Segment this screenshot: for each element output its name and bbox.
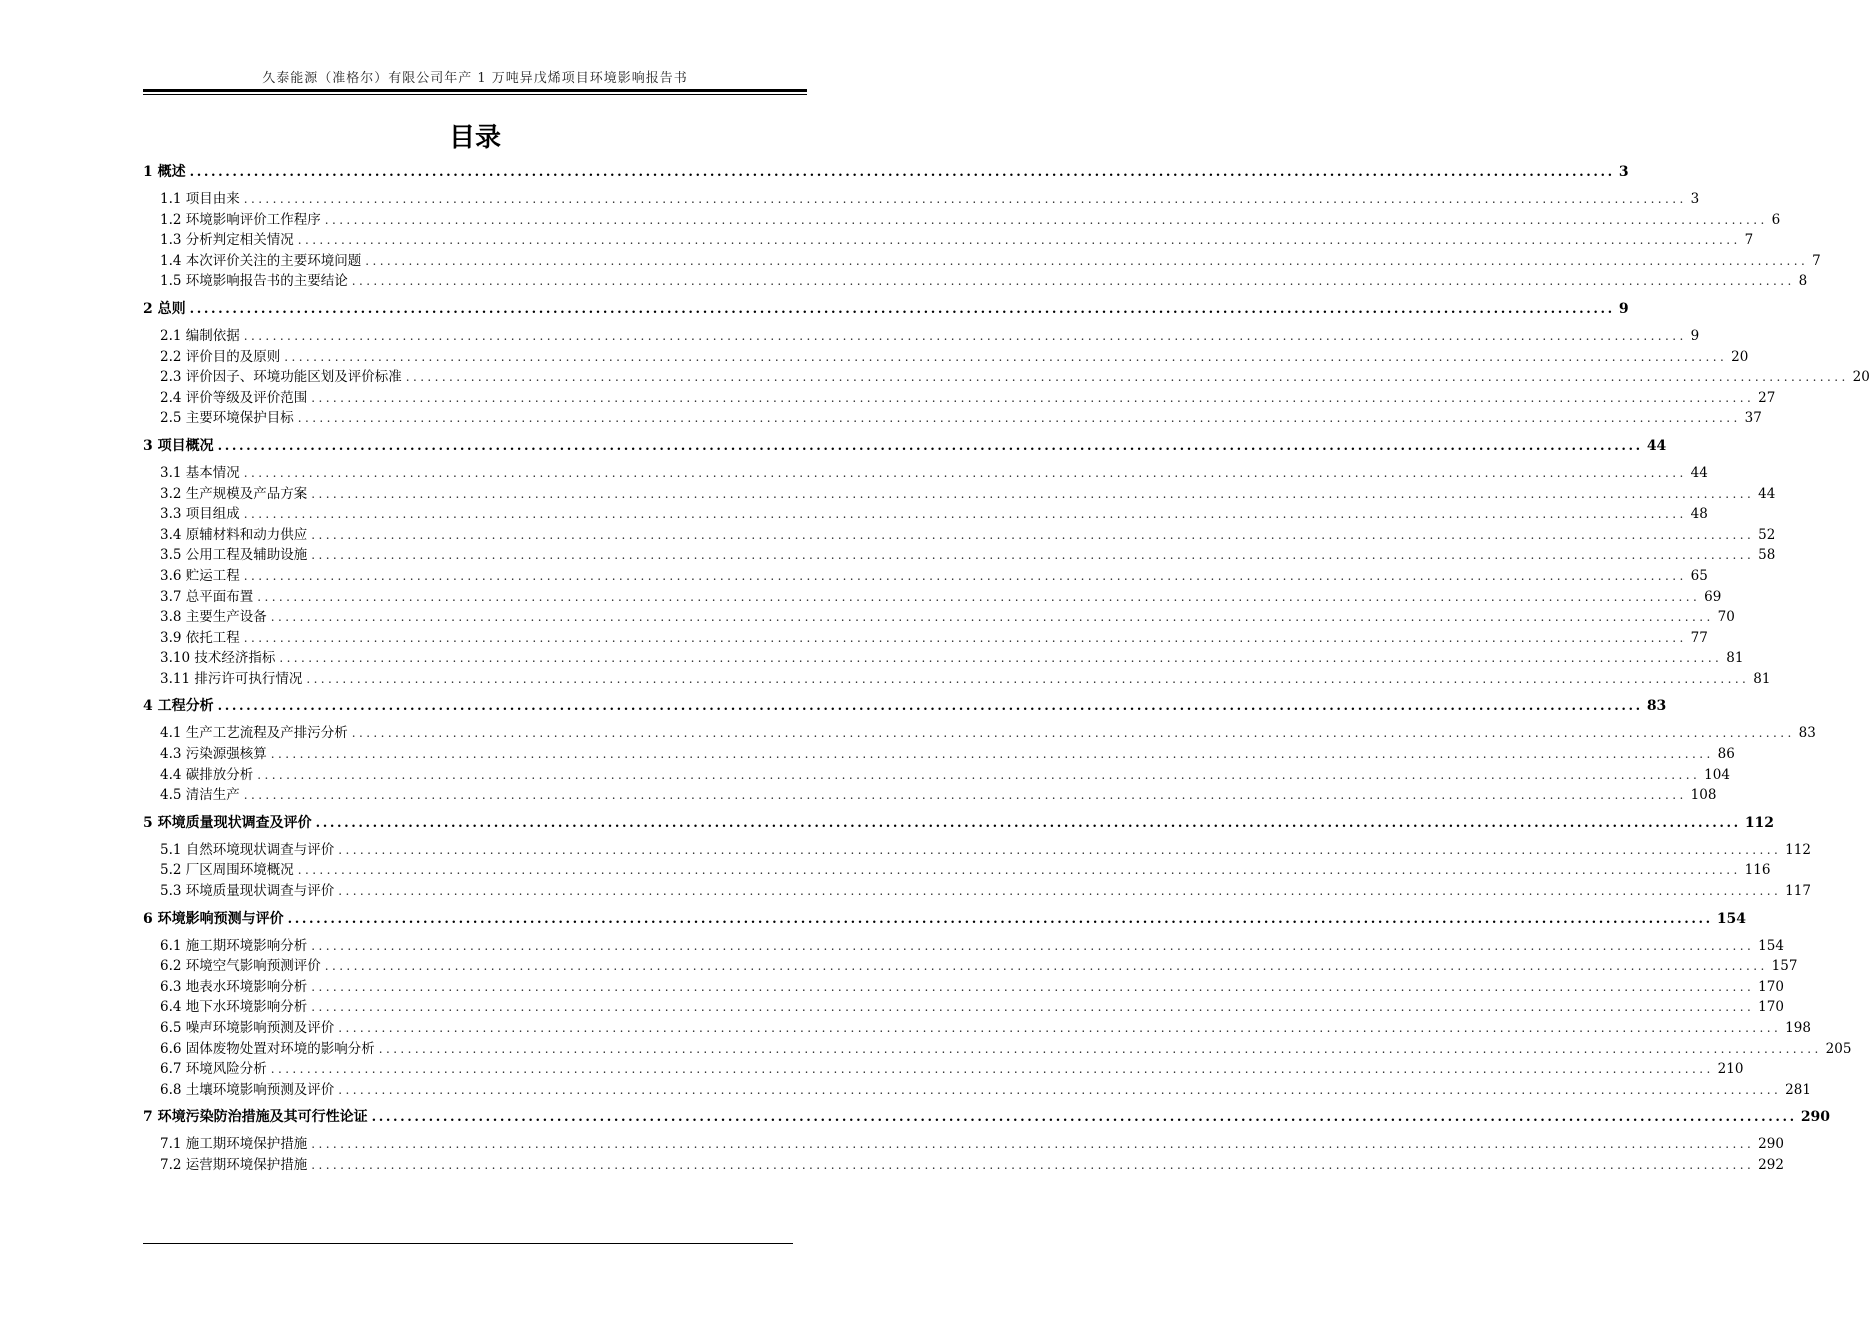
toc-section-entry-label: 7.1 施工期环境保护措施	[160, 1136, 308, 1153]
toc-chapter-entry-page-number: 112	[1744, 814, 1775, 831]
dot-leader: ........................................................................................................................................................................................................	[311, 390, 1755, 405]
dot-leader: ........................................................................................................................................................................................................	[365, 253, 1809, 268]
toc-section-entry-page-number: 27	[1758, 389, 1776, 406]
toc-section-entry[interactable]	[143, 189, 1700, 210]
dot-leader: ........................................................................................................................................................................................................	[279, 651, 1723, 666]
toc-section-entry[interactable]	[143, 1080, 1811, 1101]
dot-leader: ........................................................................................................................................................................................................	[189, 301, 1615, 317]
toc-section-entry-label: 3.11 排污许可执行情况	[160, 670, 303, 687]
toc-section-entry-page-number: 69	[1704, 588, 1722, 605]
dot-leader: ........................................................................................................................................................................................................	[297, 411, 1741, 426]
toc-section-entry-label: 1.3 分析判定相关情况	[160, 232, 294, 249]
dot-leader: ........................................................................................................................................................................................................	[243, 192, 1687, 206]
dot-leader: ........................................................................................................................................................................................................	[270, 610, 1714, 625]
toc-chapter-entry[interactable]	[143, 434, 1667, 458]
toc-chapter-entry-label: 5 环境质量现状调查及评价	[143, 814, 312, 831]
toc-section-entry-label: 4.4 碳排放分析	[160, 766, 254, 783]
toc-section-entry-page-number: 104	[1704, 766, 1730, 783]
toc-section-entry-page-number: 52	[1758, 526, 1776, 543]
toc-section-entry-label: 1.1 项目由来	[160, 191, 240, 207]
dot-leader: ........................................................................................................................................................................................................	[270, 1062, 1714, 1077]
toc-section-entry-page-number: 86	[1717, 746, 1735, 763]
dot-leader: ........................................................................................................................................................................................................	[311, 548, 1755, 563]
toc-section-entry-label: 7.2 运营期环境保护措施	[160, 1156, 308, 1173]
toc-section-entry[interactable]	[143, 840, 1811, 861]
dot-leader: ........................................................................................................................................................................................................	[311, 938, 1755, 953]
toc-section-entry-page-number: 81	[1753, 670, 1771, 687]
toc-section-entry[interactable]	[143, 997, 1784, 1018]
toc-chapter-entry-page-number: 290	[1800, 1109, 1831, 1126]
toc-section-entry-page-number: 7	[1812, 252, 1821, 269]
toc-section-entry-label: 1.2 环境影响评价工作程序	[160, 211, 321, 228]
toc-section-entry-page-number: 154	[1758, 937, 1784, 954]
toc-section-entry-label: 6.5 噪声环境影响预测及评价	[160, 1020, 335, 1036]
toc-title: 目录	[448, 123, 501, 153]
dot-leader: ........................................................................................................................................................................................................	[243, 328, 1687, 343]
toc-chapter-entry-page-number: 44	[1646, 437, 1667, 454]
toc-section-entry-label: 3.5 公用工程及辅助设施	[160, 547, 308, 564]
toc-chapter-entry-label: 7 环境污染防治措施及其可行性论证	[143, 1109, 368, 1126]
toc-section-entry-page-number: 8	[1798, 273, 1808, 290]
dot-leader: ........................................................................................................................................................................................................	[217, 438, 1643, 454]
toc-section-entry-page-number: 198	[1785, 1020, 1811, 1036]
toc-chapter-entry-page-number: 154	[1716, 910, 1747, 927]
toc-section-entry[interactable]	[143, 881, 1811, 902]
dot-leader: ........................................................................................................................................................................................................	[243, 568, 1687, 583]
toc-section-entry-label: 6.1 施工期环境影响分析	[160, 937, 308, 954]
toc-section-entry[interactable]	[143, 936, 1784, 957]
toc-section-entry[interactable]	[143, 1134, 1784, 1155]
toc-section-entry[interactable]	[143, 504, 1708, 525]
toc-section-entry[interactable]	[143, 1018, 1811, 1039]
toc-section-entry-label: 4.3 污染源强核算	[160, 746, 267, 763]
dot-leader: ........................................................................................................................................................................................................	[257, 767, 1701, 782]
toc-section-entry[interactable]	[143, 785, 1717, 806]
toc-section-entry-label: 3.9 依托工程	[160, 629, 240, 646]
toc-chapter-entry[interactable]	[143, 907, 1747, 931]
toc-section-entry-page-number: 9	[1690, 327, 1700, 344]
toc-section-entry-page-number: 44	[1690, 464, 1708, 481]
toc-section-entry-page-number: 37	[1744, 410, 1762, 427]
dot-leader: ........................................................................................................................................................................................................	[351, 274, 1795, 289]
toc-section-entry-page-number: 65	[1690, 567, 1708, 584]
toc-section-entry-label: 6.4 地下水环境影响分析	[160, 999, 308, 1016]
toc-chapter-entry-page-number: 9	[1618, 300, 1629, 317]
toc-section-entry-label: 6.2 环境空气影响预测评价	[160, 958, 321, 975]
dot-leader: ........................................................................................................................................................................................................	[297, 863, 1741, 878]
toc-section-entry[interactable]	[143, 525, 1776, 546]
dot-leader: ........................................................................................................................................................................................................	[311, 1000, 1755, 1015]
toc-chapter-entry-label: 2 总则	[143, 300, 186, 317]
toc-section-entry-page-number: 108	[1690, 787, 1717, 804]
toc-section-entry-page-number: 281	[1785, 1081, 1811, 1098]
toc-section-entry-label: 2.1 编制依据	[160, 327, 240, 344]
toc-section-entry-page-number: 77	[1690, 629, 1708, 646]
toc-section-entry-page-number: 170	[1758, 978, 1784, 995]
toc-section-entry-page-number: 7	[1744, 232, 1754, 249]
toc-section-entry-page-number: 44	[1758, 485, 1776, 502]
toc-section-entry-page-number: 83	[1798, 725, 1816, 742]
toc-section-entry-label: 2.4 评价等级及评价范围	[160, 389, 308, 406]
toc-section-entry-page-number: 70	[1717, 609, 1735, 626]
dot-leader: ........................................................................................................................................................................................................	[371, 1110, 1797, 1126]
toc-section-entry-page-number: 170	[1758, 999, 1784, 1016]
toc-section-entry[interactable]	[143, 765, 1730, 786]
footer-rule	[143, 1243, 793, 1244]
toc-section-entry-label: 3.8 主要生产设备	[160, 609, 267, 626]
toc-section-entry[interactable]	[143, 587, 1722, 608]
toc-chapter-entry-label: 1 概述	[143, 164, 186, 180]
toc-section-entry[interactable]	[143, 408, 1762, 429]
toc-section-entry-label: 2.2 评价目的及原则	[160, 348, 281, 365]
toc-section-entry-page-number: 48	[1690, 506, 1708, 523]
toc-section-entry-page-number: 117	[1785, 883, 1811, 900]
toc-section-entry[interactable]	[143, 326, 1700, 347]
toc-chapter-entry[interactable]	[143, 160, 1629, 184]
toc-section-entry-label: 3.7 总平面布置	[160, 588, 254, 605]
dot-leader: ........................................................................................................................................................................................................	[217, 699, 1643, 715]
toc-section-entry-label: 4.5 清洁生产	[160, 787, 240, 804]
toc-section-entry[interactable]	[143, 230, 1754, 251]
dot-leader: ........................................................................................................................................................................................................	[189, 165, 1615, 180]
toc-section-entry[interactable]	[143, 566, 1708, 587]
toc-chapter-entry-page-number: 3	[1618, 164, 1629, 180]
dot-leader: ........................................................................................................................................................................................................	[306, 671, 1750, 686]
toc-section-entry[interactable]	[143, 723, 1816, 744]
toc-section-entry[interactable]	[143, 463, 1708, 484]
toc-section-entry-page-number: 58	[1758, 547, 1776, 564]
toc-section-entry-page-number: 20	[1852, 369, 1870, 386]
toc-section-entry-label: 5.1 自然环境现状调查与评价	[160, 841, 335, 858]
toc-section-entry-page-number: 112	[1785, 841, 1811, 858]
dot-leader: ........................................................................................................................................................................................................	[315, 815, 1741, 831]
toc-section-entry[interactable]	[143, 545, 1776, 566]
toc-section-entry-page-number: 290	[1758, 1136, 1784, 1153]
dot-leader: ........................................................................................................................................................................................................	[270, 747, 1714, 762]
toc-section-entry-label: 3.3 项目组成	[160, 506, 240, 523]
toc-section-entry-label: 2.3 评价因子、环境功能区划及评价标准	[160, 369, 402, 386]
toc-section-entry[interactable]	[143, 607, 1735, 628]
dot-leader: ........................................................................................................................................................................................................	[311, 1157, 1755, 1172]
toc-section-entry-label: 3.1 基本情况	[160, 464, 240, 481]
dot-leader: ........................................................................................................................................................................................................	[287, 911, 1713, 927]
toc-chapter-entry[interactable]	[143, 297, 1629, 321]
toc-section-entry-page-number: 20	[1731, 348, 1749, 365]
dot-leader: ........................................................................................................................................................................................................	[338, 884, 1782, 899]
toc-section-entry-page-number: 116	[1744, 862, 1771, 879]
toc-section-entry-label: 3.10 技术经济指标	[160, 650, 276, 667]
toc-section-entry-label: 3.2 生产规模及产品方案	[160, 485, 308, 502]
toc-section-entry-label: 6.7 环境风险分析	[160, 1061, 267, 1078]
toc-section-entry-label: 4.1 生产工艺流程及产排污分析	[160, 725, 348, 742]
toc-section-entry-page-number: 3	[1690, 191, 1700, 207]
header-rule-thick	[143, 89, 807, 92]
toc-chapter-entry[interactable]	[143, 811, 1775, 835]
toc-section-entry[interactable]	[143, 251, 1821, 272]
toc-section-entry-label: 6.3 地表水环境影响分析	[160, 978, 308, 995]
toc-section-entry[interactable]	[143, 1059, 1744, 1080]
toc-section-entry[interactable]	[143, 860, 1771, 881]
toc-section-entry[interactable]	[143, 977, 1784, 998]
toc-section-entry[interactable]	[143, 388, 1776, 409]
dot-leader: ........................................................................................................................................................................................................	[284, 349, 1728, 364]
toc-section-entry[interactable]	[143, 271, 1808, 292]
dot-leader: ........................................................................................................................................................................................................	[243, 507, 1687, 522]
toc-chapter-entry-label: 3 项目概况	[143, 437, 214, 454]
toc-section-entry[interactable]	[143, 956, 1798, 977]
toc-section-entry[interactable]	[143, 1039, 1852, 1060]
toc-section-entry-label: 6.6 固体废物处置对环境的影响分析	[160, 1040, 375, 1057]
toc-section-entry-label: 1.4 本次评价关注的主要环境问题	[160, 252, 362, 269]
toc-section-entry-page-number: 292	[1758, 1156, 1784, 1173]
toc-section-entry-page-number: 157	[1771, 958, 1798, 975]
dot-leader: ........................................................................................................................................................................................................	[297, 233, 1741, 248]
dot-leader: ........................................................................................................................................................................................................	[338, 842, 1782, 857]
toc-section-entry[interactable]	[143, 347, 1749, 368]
toc-section-entry-page-number: 205	[1825, 1040, 1852, 1057]
toc-section-entry-label: 2.5 主要环境保护目标	[160, 410, 294, 427]
toc-chapter-entry-label: 6 环境影响预测与评价	[143, 910, 284, 927]
toc-chapter-entry-page-number: 83	[1646, 698, 1667, 715]
dot-leader: ........................................................................................................................................................................................................	[311, 527, 1755, 542]
running-header-title: 久泰能源（准格尔）有限公司年产 1 万吨异戊烯项目环境影响报告书	[262, 71, 688, 86]
toc-section-entry[interactable]	[143, 648, 1744, 669]
toc-chapter-entry[interactable]	[143, 1105, 1831, 1129]
header-rule-thin	[143, 94, 807, 95]
toc-section-entry-page-number: 81	[1726, 650, 1744, 667]
toc-section-entry[interactable]	[143, 210, 1781, 231]
toc-section-entry[interactable]	[143, 744, 1735, 765]
dot-leader: ........................................................................................................................................................................................................	[311, 486, 1755, 501]
dot-leader: ........................................................................................................................................................................................................	[351, 726, 1795, 741]
toc-section-entry[interactable]	[143, 484, 1776, 505]
toc-section-entry-label: 6.8 土壤环境影响预测及评价	[160, 1081, 335, 1098]
dot-leader: ........................................................................................................................................................................................................	[378, 1041, 1822, 1056]
dot-leader: ........................................................................................................................................................................................................	[243, 465, 1687, 480]
toc-section-entry-page-number: 210	[1717, 1061, 1744, 1078]
dot-leader: ........................................................................................................................................................................................................	[338, 1082, 1782, 1097]
table-of-contents	[143, 160, 1870, 1176]
dot-leader: ........................................................................................................................................................................................................	[257, 589, 1701, 604]
dot-leader: ........................................................................................................................................................................................................	[311, 1137, 1755, 1152]
toc-section-entry-page-number: 6	[1771, 211, 1781, 228]
dot-leader: ........................................................................................................................................................................................................	[405, 370, 1849, 385]
dot-leader: ........................................................................................................................................................................................................	[243, 630, 1687, 645]
dot-leader: ........................................................................................................................................................................................................	[324, 212, 1768, 227]
toc-section-entry-label: 5.2 厂区周围环境概况	[160, 862, 294, 879]
toc-section-entry[interactable]	[143, 628, 1708, 649]
toc-section-entry-label: 3.4 原辅材料和动力供应	[160, 526, 308, 543]
toc-section-entry[interactable]	[143, 367, 1870, 388]
dot-leader: ........................................................................................................................................................................................................	[338, 1021, 1782, 1035]
toc-section-entry-label: 3.6 贮运工程	[160, 567, 240, 584]
toc-section-entry-label: 1.5 环境影响报告书的主要结论	[160, 273, 348, 290]
toc-section-entry[interactable]	[143, 1155, 1784, 1176]
toc-section-entry-label: 5.3 环境质量现状调查与评价	[160, 883, 335, 900]
dot-leader: ........................................................................................................................................................................................................	[324, 959, 1768, 974]
toc-section-entry[interactable]	[143, 669, 1771, 690]
dot-leader: ........................................................................................................................................................................................................	[311, 979, 1755, 994]
toc-chapter-entry-label: 4 工程分析	[143, 698, 214, 715]
toc-chapter-entry[interactable]	[143, 694, 1667, 718]
dot-leader: ........................................................................................................................................................................................................	[243, 788, 1687, 803]
